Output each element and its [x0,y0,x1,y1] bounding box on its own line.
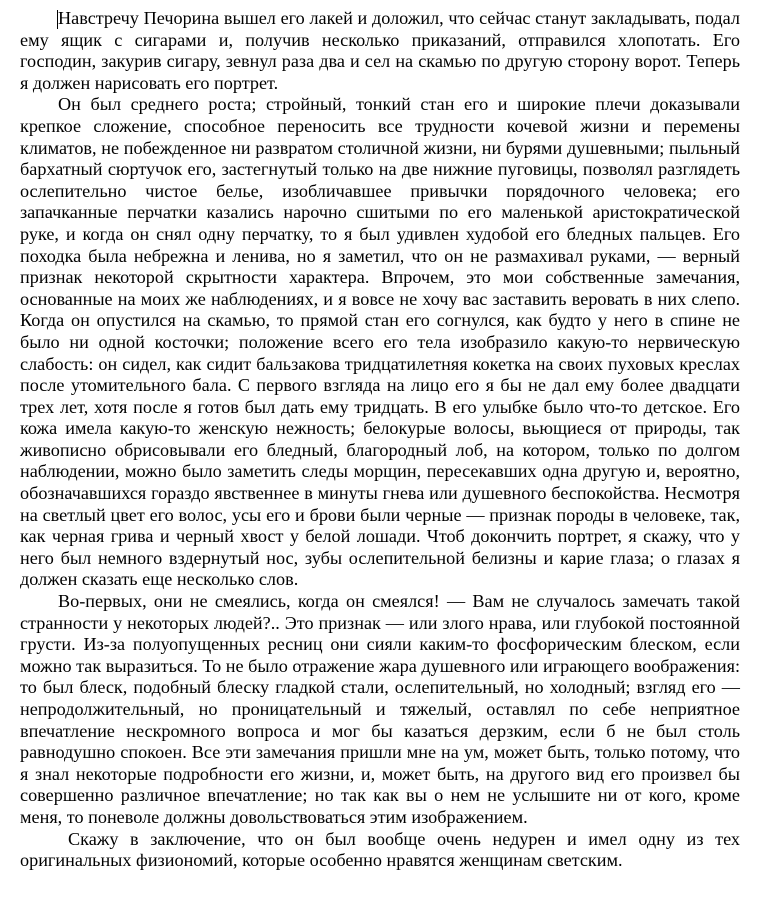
paragraph-3: Во-первых, они не смеялись, когда он смеялся! — Вам не случалось замечать такой странности у некоторых людей?.. Это признак — или злого нрава, или глубокой постоянной грусти. Из-за полуопущенных ресниц они сияли каким-то фосфорическим блеском, если можно так выразиться. То не было отражение жара душевного или играющего воображения: то был блеск, подобный блеску гладкой стали, ослепительный, но холодный; взгляд его — непродолжительный, но проницательный и тяжелый, оставлял по себе неприятное впечатление нескромного вопроса и мог бы казаться дерзким, если б не был столь равнодушно спокоен. Все эти замечания пришли мне на ум, может быть, только потому, что я знал некоторые подробности его жизни, и, может быть, на другого вид его произвел бы совершенно различное впечатление; но так как вы о нем не услышите ни от кого, кроме меня, то поневоле должны довольствоваться этим изображением. [20,591,740,827]
document-page[interactable] [20,8,740,872]
paragraph-4: Скажу в заключение, что он был вообще очень недурен и имел одну из тех оригинальных физиономий, которые особенно нравятся женщинам светским. [20,828,740,871]
paragraph-2: Он был среднего роста; стройный, тонкий стан его и широкие плечи доказывали крепкое сложение, способное переносить все трудности кочевой жизни и перемены климатов, не побежденное ни развратом столичной жизни, ни бурями душевными; пыльный бархатный сюртучок его, застегнутый только на две нижние пуговицы, позволял разглядеть ослепительно чистое белье, изобличавшее привычки порядочного человека; его запачканные перчатки казались нарочно сшитыми по его маленькой аристократической руке, и когда он снял одну перчатку, то я был удивлен худобой его бледных пальцев. Его походка была небрежна и ленива, но я заметил, что он не размахивал руками, — верный признак некоторой скрытности характера. Впрочем, это мои собственные замечания, основанные на моих же наблюдениях, и я вовсе не хочу вас заставить веровать в них слепо. Когда он опустился на скамью, то прямой стан его согнулся, как будто у него в спине не было ни одной косточки; положение всего его тела изобразило какую-то нервическую слабость: он сидел, как сидит бальзакова тридцатилетняя кокетка на своих пуховых креслах после утомительного бала. С первого взгляда на лицо его я бы не дал ему более двадцати трех лет, хотя после я готов был дать ему тридцать. В его улыбке было что-то детское. Его кожа имела какую-то женскую нежность; белокурые волосы, вьющиеся от природы, так живописно обрисовывали его бледный, благородный лоб, на котором, только по долгом наблюдении, можно было заметить следы морщин, пересекавших одна другую и, вероятно, обозначавшихся гораздо явственнее в минуты гнева или душевного беспокойства. Несмотря на светлый цвет его волос, усы его и брови были черные — признак породы в человеке, так, как черная грива и черный хвост у белой лошади. Чтоб докончить портрет, я скажу, что у него был немного вздернутый нос, зубы ослепительной белизны и карие глаза; о глазах я должен сказать еще несколько слов. [20,94,740,590]
paragraph-1: Навстречу Печорина вышел его лакей и доложил, что сейчас станут закладывать, подал ему ящик с сигарами и, получив несколько приказаний, отправился хлопотать. Его господин, закурив сигару, зевнул раза два и сел на скамью по другую сторону ворот. Теперь я должен нарисовать его портрет. [20,8,740,93]
text-cursor [57,10,58,29]
